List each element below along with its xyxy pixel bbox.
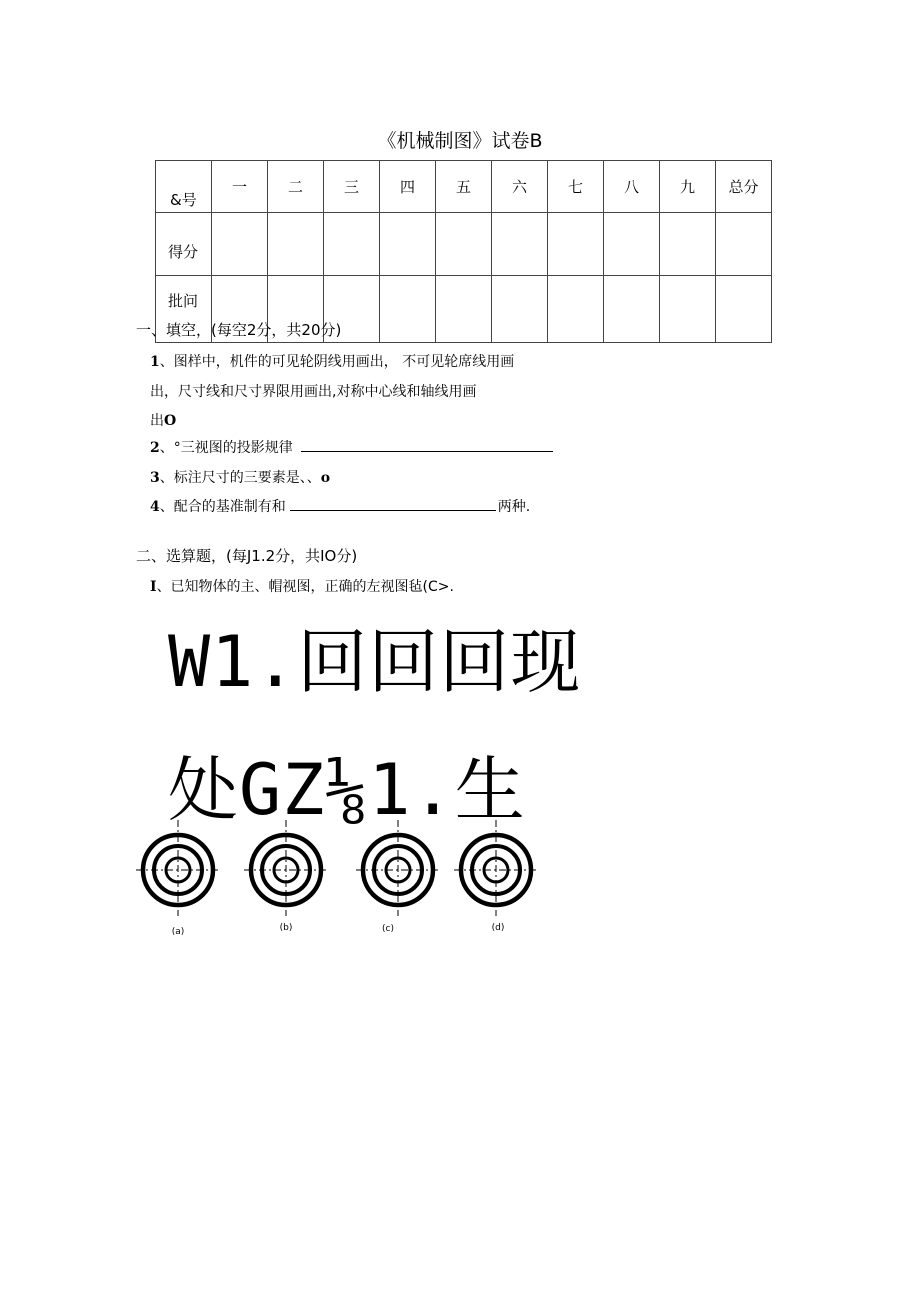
table-header-label: &号 — [156, 161, 212, 213]
option-b-drawing — [244, 820, 328, 916]
question-2-1 — [150, 576, 454, 596]
table-column-header: 七 — [548, 161, 604, 213]
table-column-header: 四 — [380, 161, 436, 213]
table-column-header: 六 — [492, 161, 548, 213]
table-cell — [492, 213, 548, 276]
section2-heading: 二、选算题，(每J1.2分，共IO分) — [136, 547, 358, 565]
question-text: 、配合的基准制有和 — [159, 499, 286, 515]
table-cell — [716, 276, 772, 343]
table-cell — [660, 213, 716, 276]
question-text: 、标注尺寸的三要素是、、 — [159, 470, 321, 486]
question-tail: 两种. — [497, 499, 531, 515]
question-tail: O — [164, 413, 177, 429]
question-text: 、图样中，机件的可见轮阴线用画出， 不可见轮席线用画 — [159, 354, 515, 370]
question-number: 2 — [150, 440, 160, 456]
option-c-label: (c) — [382, 924, 394, 934]
table-cell — [380, 213, 436, 276]
table-column-header: 三 — [324, 161, 380, 213]
question-1-2 — [150, 437, 553, 457]
view-options-figure — [130, 820, 550, 945]
garbled-text-line-2: 处GZ⅛1.生 — [168, 749, 526, 831]
question-1-1-cont: 出，尺寸线和尺寸界限用画出,对称中心线和轴线用画 — [150, 384, 477, 400]
table-cell — [660, 276, 716, 343]
garbled-text-line-1: W1.回回回现 — [168, 621, 582, 703]
table-cell — [604, 276, 660, 343]
table-cell — [436, 213, 492, 276]
option-d-drawing — [454, 820, 538, 916]
question-1-4 — [150, 496, 530, 516]
question-1-1-end — [150, 410, 176, 430]
question-1-3 — [150, 467, 330, 487]
table-column-header: 九 — [660, 161, 716, 213]
question-text: 出 — [150, 413, 164, 429]
option-b-label: (b) — [279, 923, 293, 933]
table-column-header: 五 — [436, 161, 492, 213]
option-a-label: (a) — [171, 927, 185, 937]
table-cell — [604, 213, 660, 276]
table-cell — [548, 213, 604, 276]
answer-blank[interactable] — [290, 496, 496, 511]
score-table — [155, 160, 772, 343]
answer-blank[interactable] — [301, 437, 553, 452]
table-cell — [716, 213, 772, 276]
option-c-drawing — [356, 820, 440, 916]
table-cell — [380, 276, 436, 343]
exam-title: 《机械制图》试卷B — [377, 130, 543, 152]
table-column-header: 总分 — [716, 161, 772, 213]
question-number: 1 — [150, 354, 160, 370]
table-row — [156, 213, 772, 276]
table-cell — [268, 213, 324, 276]
table-cell — [548, 276, 604, 343]
table-cell — [212, 213, 268, 276]
question-number: I — [150, 579, 157, 595]
row-label-grader: 批问 — [156, 276, 212, 343]
section1-heading: 一、填空，(每空2分，共20分) — [136, 321, 342, 339]
table-cell — [436, 276, 492, 343]
table-column-header: 八 — [604, 161, 660, 213]
question-number: 3 — [150, 470, 160, 486]
question-text: 、°三视图的投影规律 — [159, 440, 293, 456]
question-1-1 — [150, 351, 514, 371]
question-tail: o — [320, 470, 331, 486]
table-cell — [492, 276, 548, 343]
option-a-drawing — [136, 820, 220, 916]
option-d-label: (d) — [491, 923, 505, 933]
row-label-score: 得分 — [156, 213, 212, 276]
table-header-row — [156, 161, 772, 213]
table-column-header: 二 — [268, 161, 324, 213]
table-column-header: 一 — [212, 161, 268, 213]
question-text: 、已知物体的主、帽视图，正确的左视图毡(C>. — [156, 579, 454, 595]
table-cell — [324, 213, 380, 276]
question-number: 4 — [150, 499, 160, 515]
